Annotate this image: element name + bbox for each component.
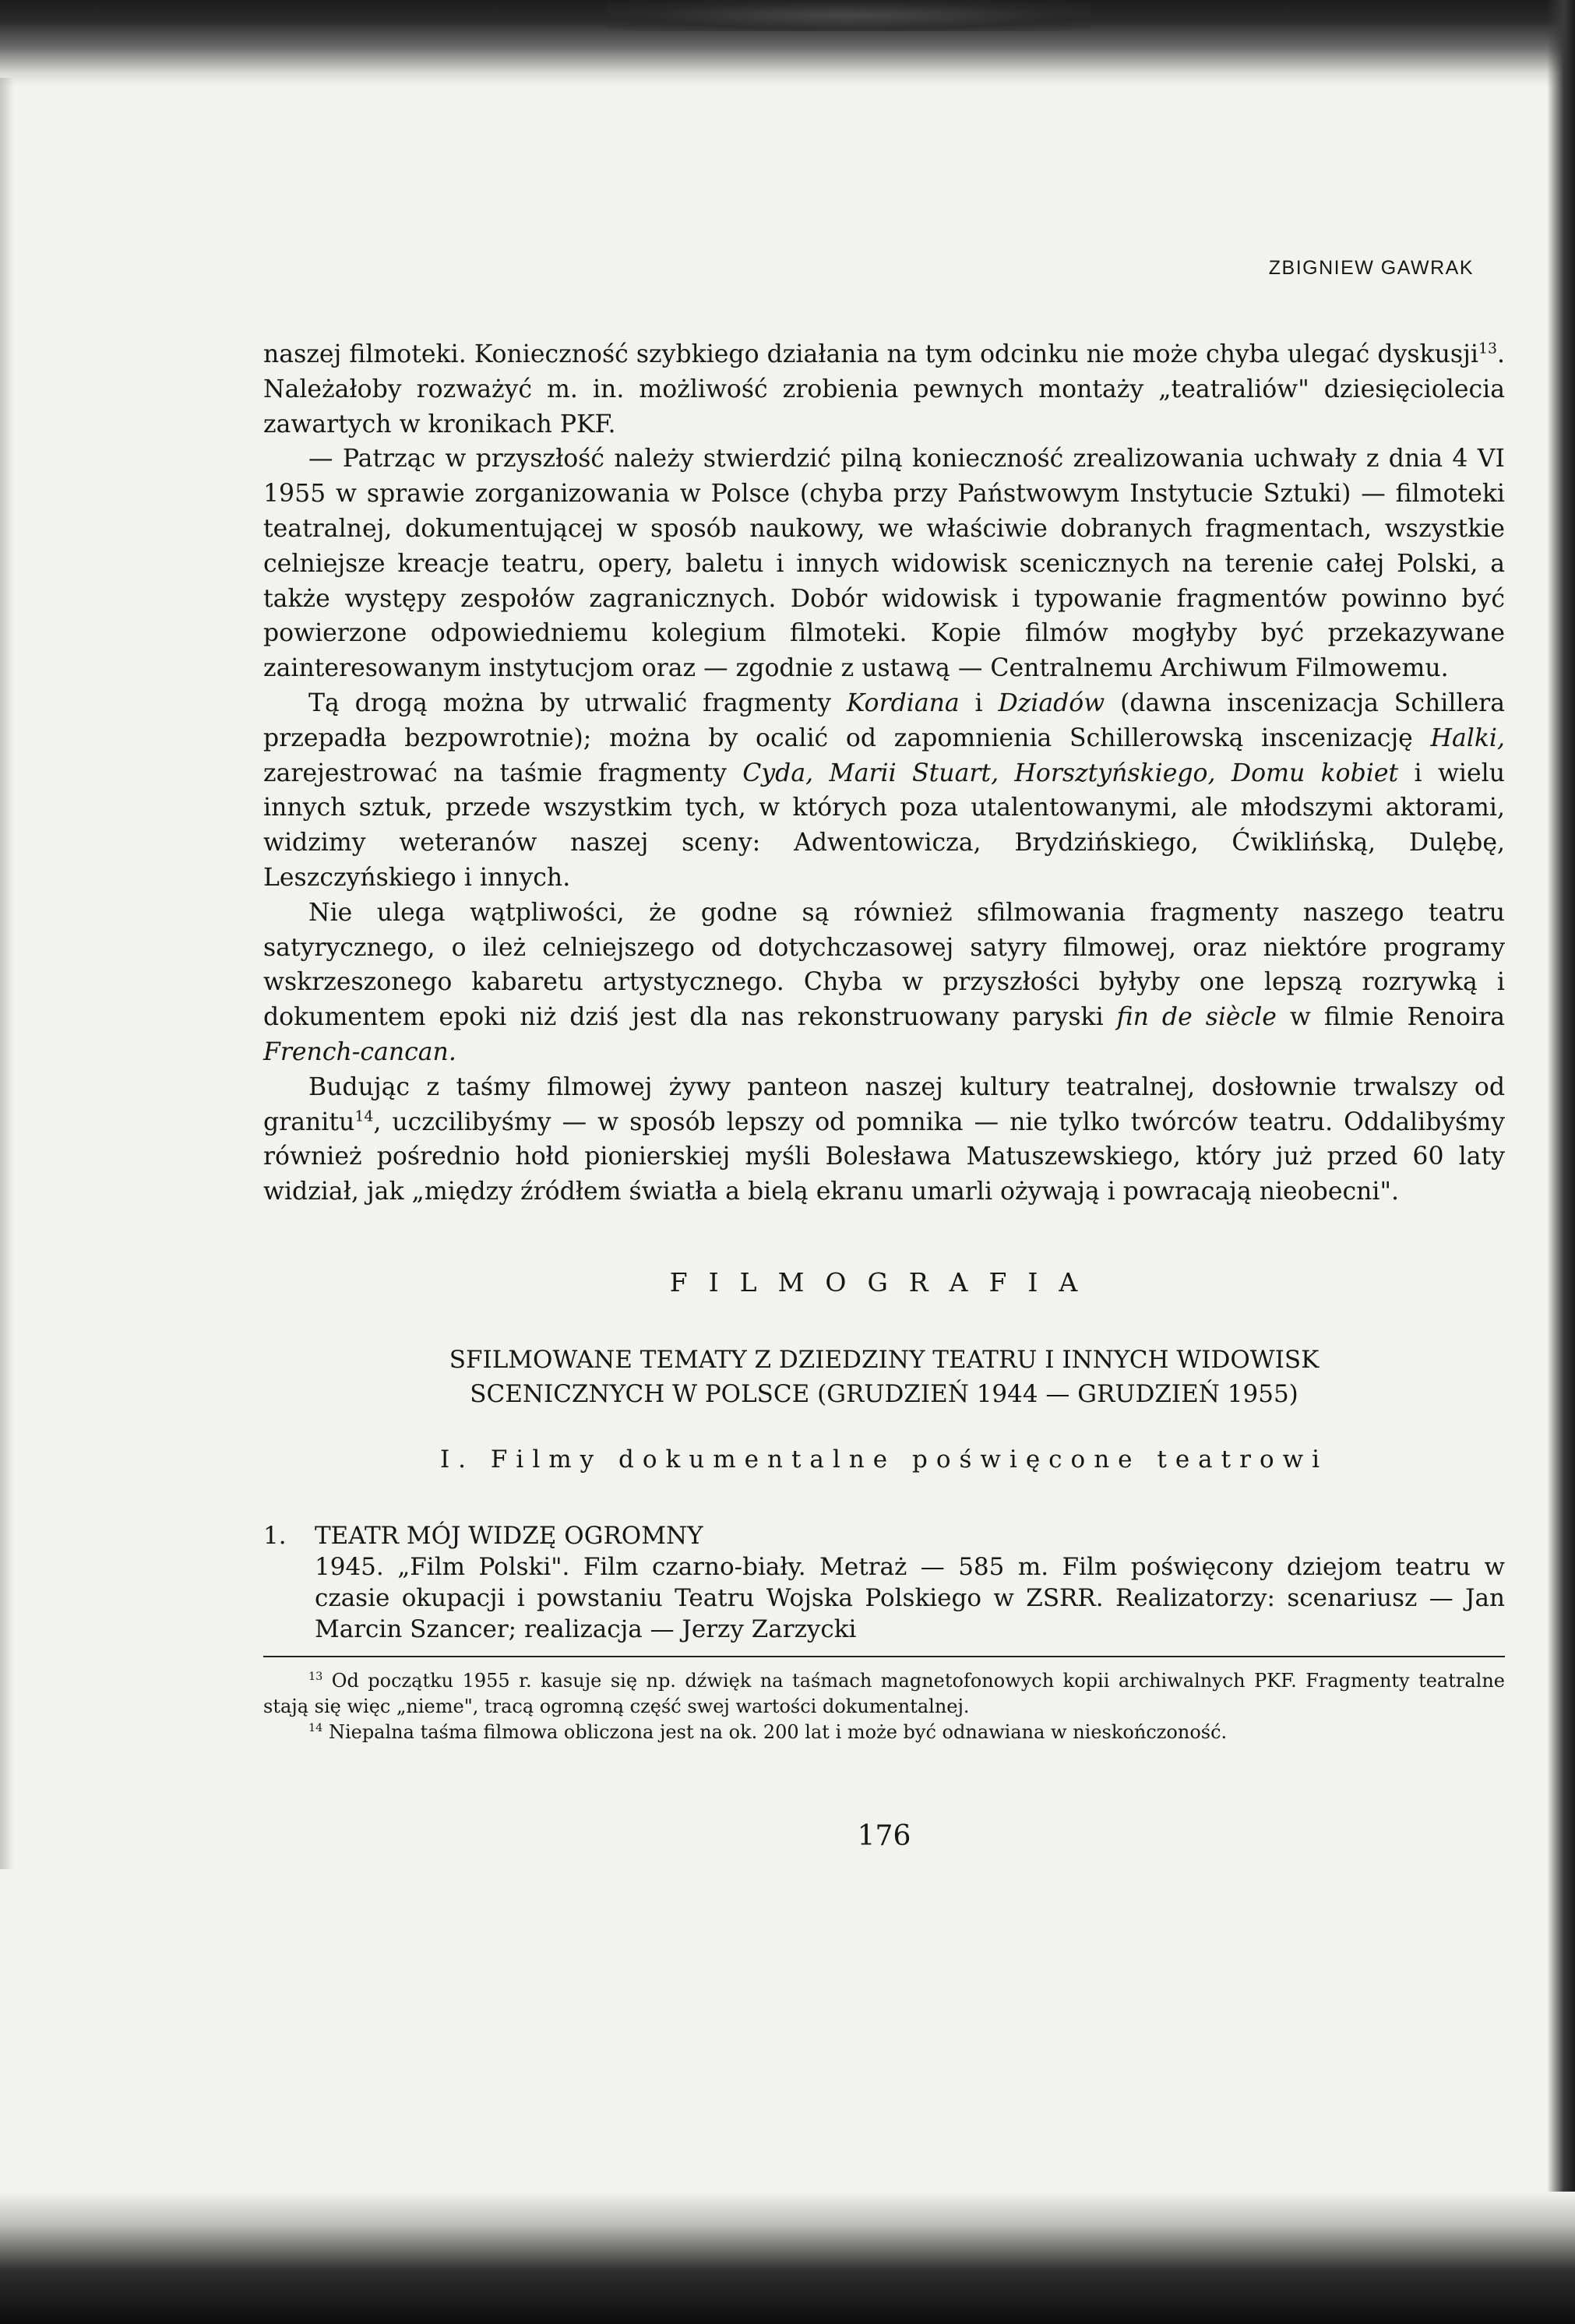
entry-number: 1. [263, 1521, 287, 1550]
filmography-subtitle: SFILMOWANE TEMATY Z DZIEDZINY TEATRU I INNYCH WIDOWISK SCENICZNYCH W POLSCE (GRUDZIEŃ 1944 — GRUDZIEŃ 1955) [449, 1345, 1320, 1408]
entry-title: TEATR MÓJ WIDZĘ OGROMNY [315, 1521, 703, 1550]
scan-left-edge [0, 78, 14, 1869]
footnote-ref-13: 13 [1478, 340, 1497, 357]
scan-top-blot [608, 0, 1091, 31]
footnote-14: $^{14}$ Niepalna taśma filmowa obliczona jest na ok. 200 lat i może być odnawiana w nieskończoność. [308, 1720, 1228, 1743]
paragraph-4: Nie ulega wątpliwości, że godne są również sfilmowania fragmenty naszego teatru satyrycznego, o ileż celniejszego od dotychczasowej satyry filmowej, oraz niektóre programy wskrzeszonego kabaretu artystycznego. Chyba w przyszłości byłyby one lepszą rozrywką i dokumentem epoki niż dziś jest dla nas rekonstruowany paryski fin de siècle w filmie Renoira French-cancan. [263, 898, 1505, 1066]
paragraph-3: Tą drogą można by utrwalić fragmenty Kordiana i Dziadów (dawna inscenizacja Schillera przepadła bezpowrotnie); można by ocalić od zapomnienia Schillerowską inscenizację Halki, zarejestrować na taśmie fragmenty Cyda, Marii Stuart, Horsztyńskiego, Domu kobiet i wielu innych sztuk, przede wszystkim tych, w których poza utalentowanymi, ale młodszymi aktorami, widzimy weteranów naszej sceny: Adwentowicza, Brydzińskiego, Ćwiklińską, Dulębę, Leszczyńskiego i innych. [263, 688, 1505, 892]
footnote-13: $^{13}$ Od początku 1955 r. kasuje się np. dźwięk na taśmach magnetofonowych kopii archiwalnych PKF. Fragmenty teatralne stają się więc „nieme", tracą ogromną część swej wartości dokumentalnej. [263, 1669, 1505, 1717]
paragraph-1: naszej filmoteki. Konieczność szybkiego działania na tym odcinku nie może chyba ulegać dyskusji$^{13}$. Należałoby rozważyć m. in. możliwość zrobienia pewnych montaży „teatraliów" dziesięciolecia zawartych w kronikach PKF. [263, 340, 1505, 438]
entry-text: 1945. „Film Polski". Film czarno-biały. Metraż — 585 m. Film poświęcony dziejom teatru w czasie okupacji i powstaniu Teatru Wojska Polskiego w ZSRR. Realizatorzy: scenariusz — Jan Marcin Szancer; realizacja — Jerzy Zarzycki [315, 1552, 1505, 1643]
scan-right-edge [1547, 0, 1575, 2324]
book-page [263, 257, 1505, 1852]
footnotes [263, 1656, 1505, 1745]
footnote-ref-14: 14 [354, 1107, 374, 1125]
running-head: ZBIGNIEW GAWRAK [1268, 257, 1474, 279]
filmography-entry [263, 1520, 1505, 1645]
paragraph-5: Budując z taśmy filmowej żywy panteon naszej kultury teatralnej, dosłownie trwalszy od granitu$^{14}$, uczcilibyśmy — w sposób lepszy od pomnika — nie tylko twórców teatru. Oddalibyśmy również pośrednio hołd pionierskiej myśli Bolesława Matuszewskiego, który już przed 60 laty widział, jak „między źródłem światła a bielą ekranu umarli ożywają i powracają nieobecni". [263, 1072, 1505, 1206]
paragraph-2: — Patrząc w przyszłość należy stwierdzić pilną konieczność zrealizowania uchwały z dnia 4 VI 1955 w sprawie zorganizowania w Polsce (chyba przy Państwowym Instytucie Sztuki) — filmoteki teatralnej, dokumentującej w sposób naukowy, we właściwie dobranych fragmentach, wszystkie celniejsze kreacje teatru, opery, baletu i innych widowisk scenicznych na terenie całej Polski, a także występy zespołów zagranicznych. Dobór widowisk i typowanie fragmentów powinno być powierzone odpowiedniemu kolegium filmoteki. Kopie filmów mogłyby być przekazywane zainteresowanym instytucjom oraz — zgodnie z ustawą — Centralnemu Archiwum Filmowemu. [263, 445, 1505, 683]
page-number: 176 [857, 1819, 911, 1852]
filmography-title: FILMOGRAFIA [669, 1266, 1099, 1298]
section-heading: I. Filmy dokumentalne poświęcone teatrowi [439, 1445, 1329, 1474]
scan-bottom-shadow [0, 2192, 1575, 2324]
